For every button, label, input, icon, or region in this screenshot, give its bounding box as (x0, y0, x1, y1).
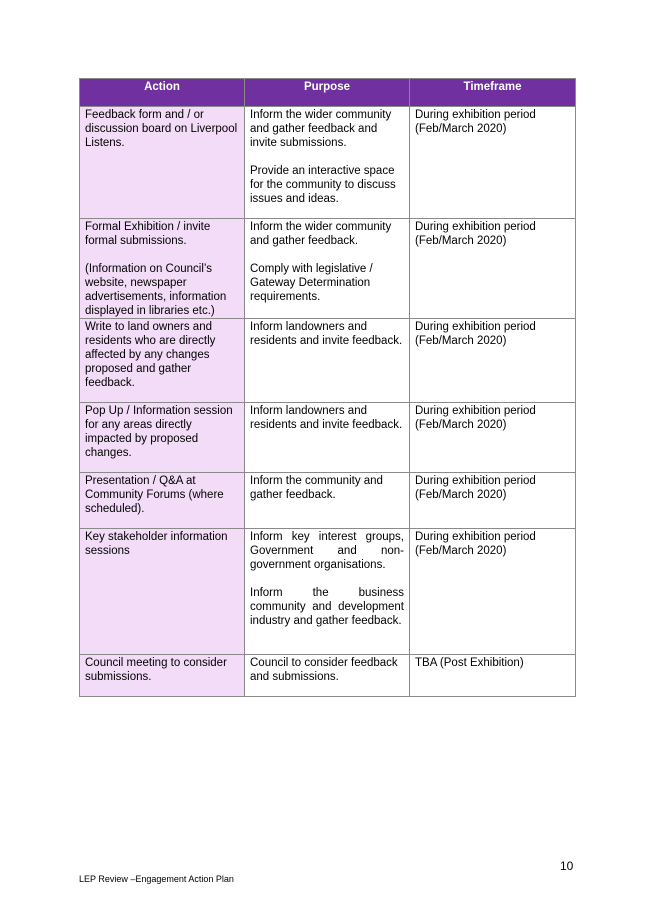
action-cell (80, 403, 245, 473)
purpose-text: Inform landowners and residents and invite feedback. (250, 321, 403, 347)
purpose-cell (245, 403, 410, 473)
table-row (80, 107, 576, 219)
table-row (80, 403, 576, 473)
footer-document-title: LEP Review –Engagement Action Plan (79, 874, 234, 884)
engagement-action-table (79, 78, 576, 697)
table-row (80, 529, 576, 655)
action-text: Feedback form and / or discussion board on Liverpool Listens. (85, 109, 238, 149)
purpose-cell (245, 219, 410, 319)
action-text: Presentation / Q&A at Community Forums (where scheduled). (85, 475, 224, 515)
purpose-cell (245, 529, 410, 655)
table-row (80, 319, 576, 403)
action-cell (80, 529, 245, 655)
action-cell (80, 319, 245, 403)
purpose-text: Inform key interest groups, Government and non-government organisations. (250, 531, 404, 571)
purpose-text: Provide an interactive space for the community to discuss issues and ideas. (250, 165, 396, 205)
purpose-text: Inform the community and gather feedback. (250, 475, 383, 501)
action-text: Pop Up / Information session for any areas directly impacted by proposed changes. (85, 405, 233, 459)
purpose-text: Council to consider feedback and submissions. (250, 657, 398, 683)
purpose-cell (245, 319, 410, 403)
purpose-cell (245, 473, 410, 529)
action-text: Write to land owners and residents who are directly affected by any changes proposed and gather feedback. (85, 321, 216, 389)
purpose-cell (245, 107, 410, 219)
action-cell (80, 219, 245, 319)
timeframe-cell: During exhibition period (Feb/March 2020) (410, 529, 576, 655)
purpose-text: Inform the wider community and gather feedback and invite submissions. (250, 109, 392, 149)
table-header-row (80, 79, 576, 107)
header-purpose: Purpose (245, 79, 410, 107)
action-cell (80, 655, 245, 697)
timeframe-cell: During exhibition period (Feb/March 2020) (410, 403, 576, 473)
purpose-text: Inform landowners and residents and invite feedback. (250, 405, 403, 431)
action-note: (Information on Council’s website, newspaper advertisements, information displayed in libraries etc.) (85, 263, 227, 317)
action-text: Formal Exhibition / invite formal submissions. (85, 221, 211, 247)
action-text: Council meeting to consider submissions. (85, 657, 227, 683)
table-row (80, 219, 576, 319)
action-cell (80, 473, 245, 529)
action-cell (80, 107, 245, 219)
page-number: 10 (560, 859, 574, 873)
purpose-cell (245, 655, 410, 697)
timeframe-cell: During exhibition period (Feb/March 2020) (410, 107, 576, 219)
table-row (80, 655, 576, 697)
purpose-text: Inform the wider community and gather feedback. (250, 221, 392, 247)
timeframe-cell: During exhibition period (Feb/March 2020) (410, 319, 576, 403)
purpose-text: Inform the business community and development industry and gather feedback. (250, 587, 404, 627)
timeframe-cell: During exhibition period (Feb/March 2020) (410, 219, 576, 319)
header-timeframe: Timeframe (410, 79, 576, 107)
table-row (80, 473, 576, 529)
timeframe-cell: TBA (Post Exhibition) (410, 655, 576, 697)
header-action: Action (80, 79, 245, 107)
purpose-text: Comply with legislative / Gateway Determination requirements. (250, 263, 373, 303)
action-text: Key stakeholder information sessions (85, 531, 228, 557)
timeframe-cell: During exhibition period (Feb/March 2020) (410, 473, 576, 529)
